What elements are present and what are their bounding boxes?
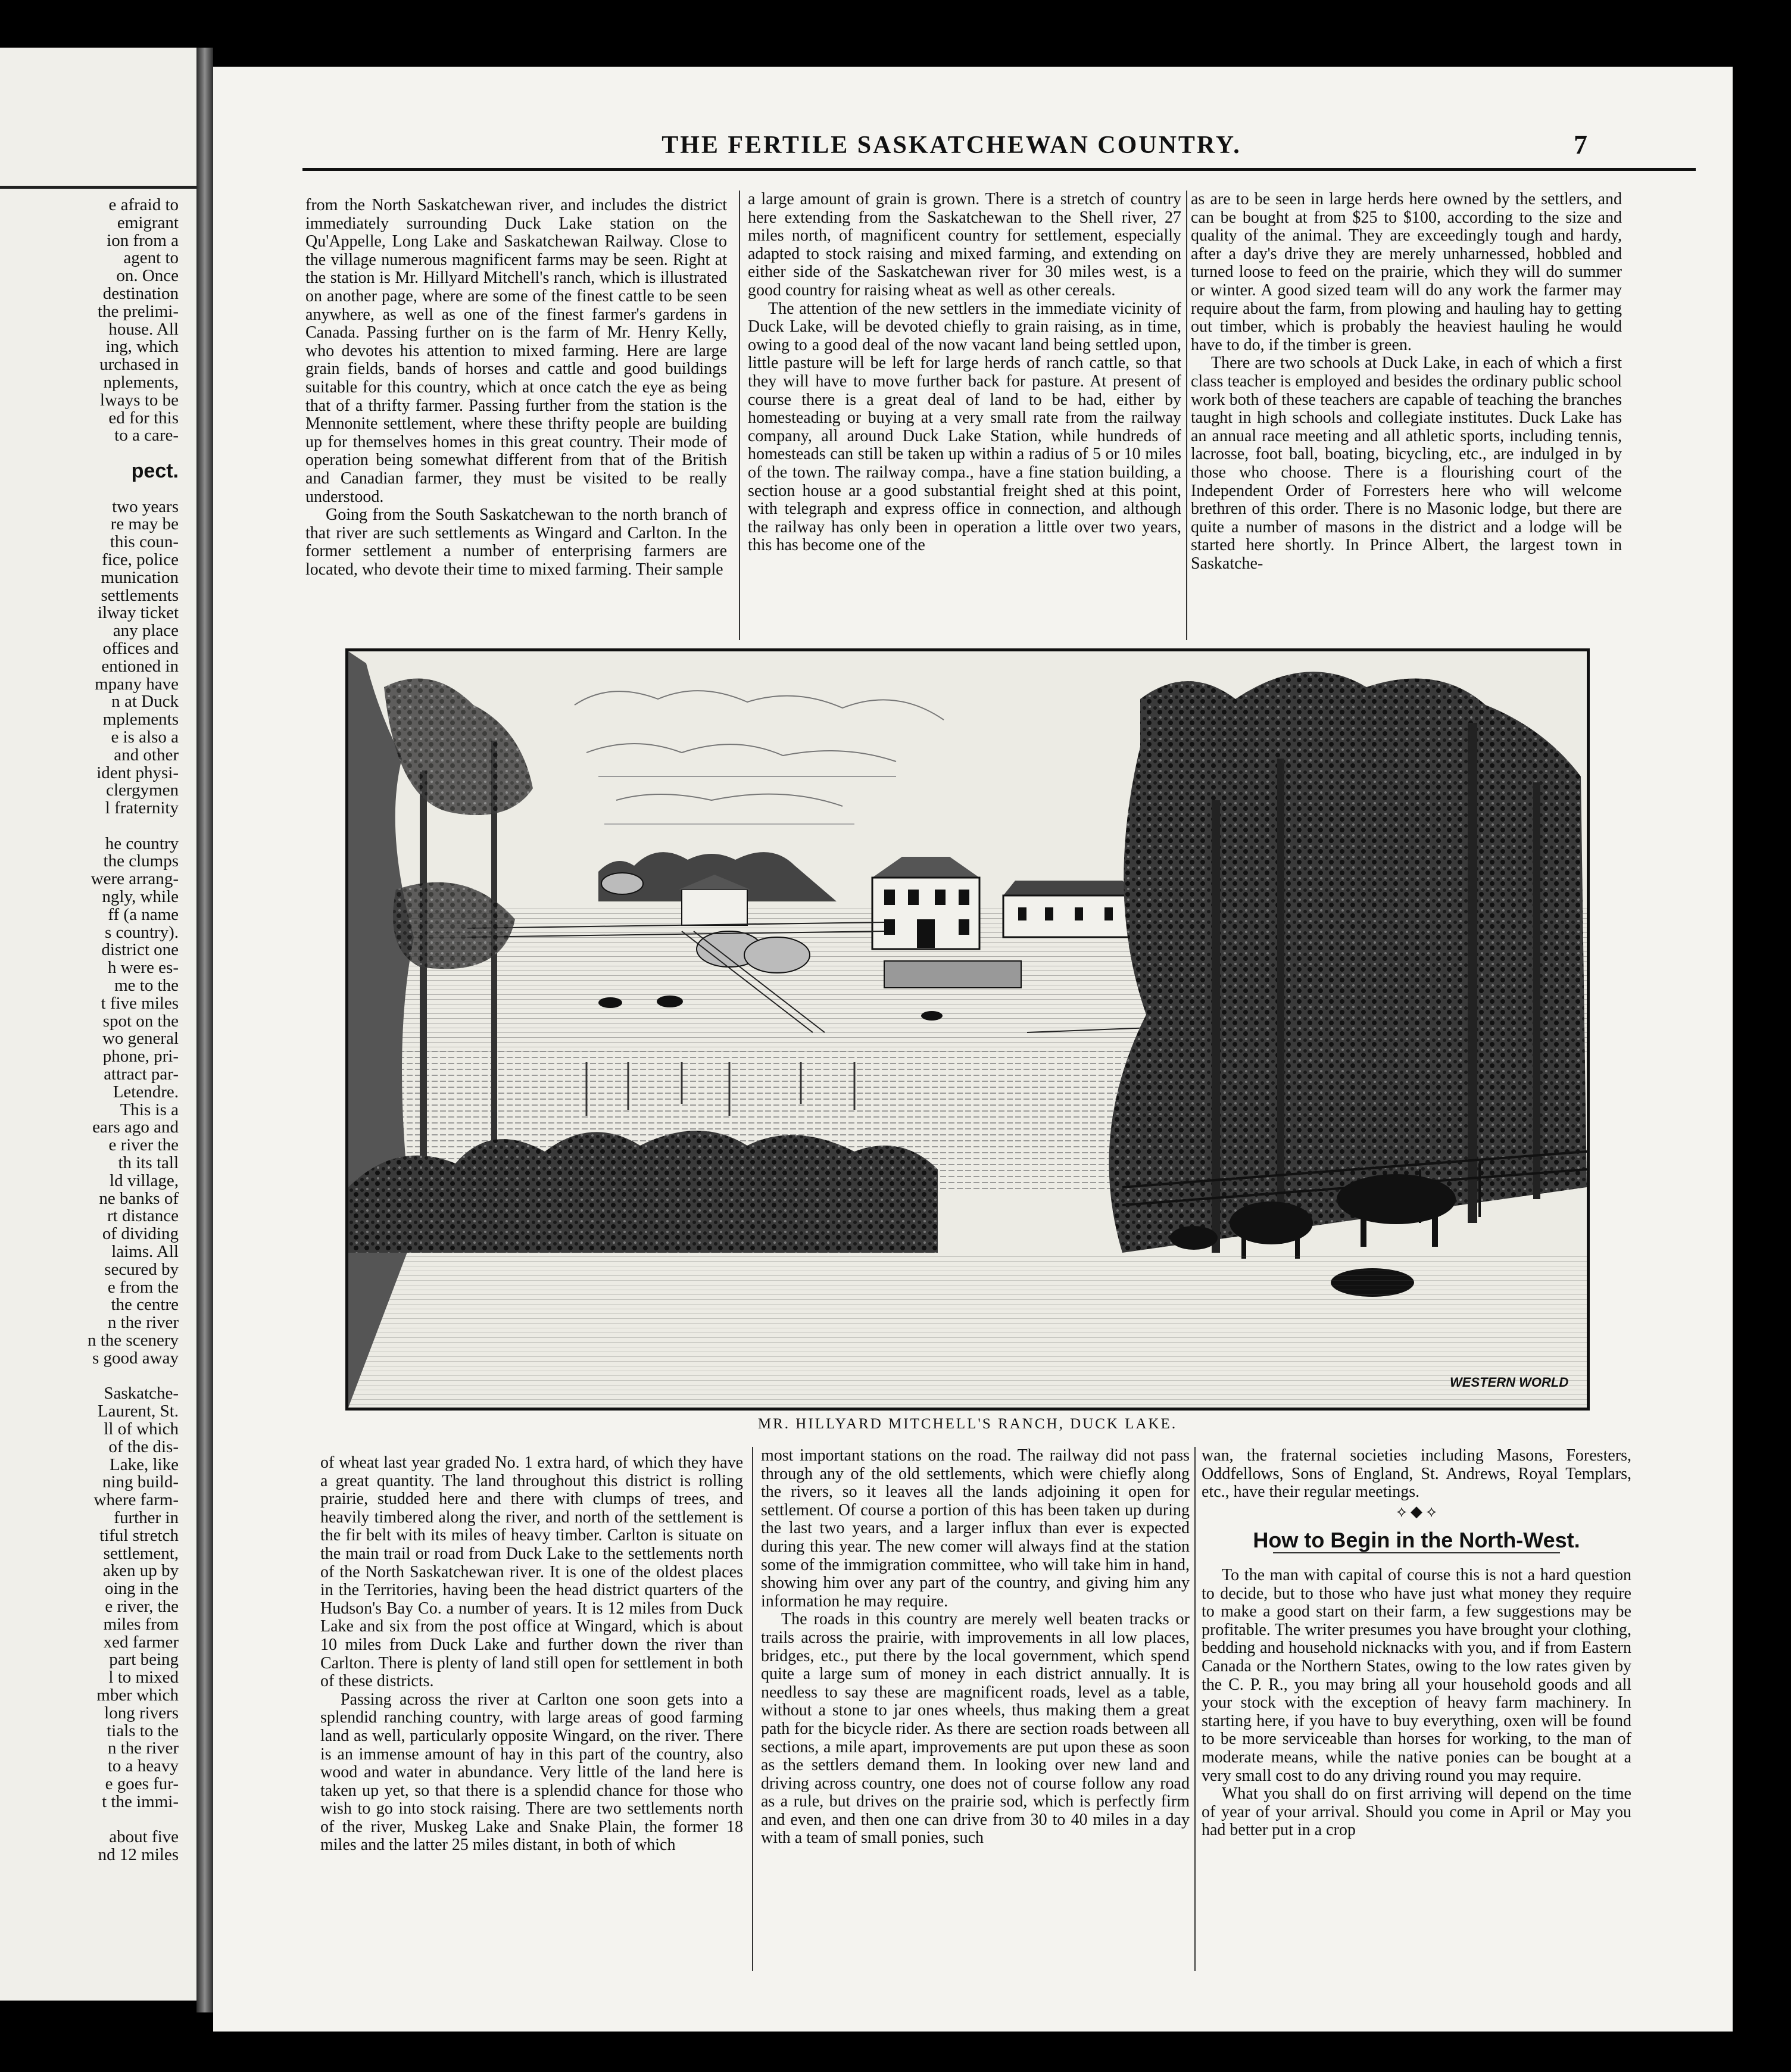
- ranch-engraving: [345, 648, 1590, 1411]
- left-page-line: miles from: [103, 1614, 179, 1634]
- left-page-rule: [0, 186, 196, 189]
- left-page-line: urchased in: [99, 355, 179, 375]
- left-page-line: tials to the: [107, 1721, 179, 1740]
- paragraph: Going from the South Saskatchewan to the north branch of that river are such settlements as Wingard and Carlton. In the former settlement a number of enterprising farmers are located, who devote their time to mixed farming. Their sample: [305, 505, 727, 579]
- right-trees: [1109, 672, 1587, 1253]
- left-page-line: h were es-: [107, 958, 179, 978]
- left-page-line: mplements: [102, 710, 179, 729]
- left-page-line: Laurent, St.: [97, 1402, 179, 1421]
- left-page-line: me to the: [114, 976, 179, 996]
- left-page-line: [0, 1811, 179, 1829]
- left-page-line: l fraternity: [105, 798, 179, 818]
- left-page-line: e is also a: [111, 727, 179, 747]
- left-page-line: Letendre.: [113, 1082, 179, 1101]
- left-page-line: clergymen: [106, 781, 179, 800]
- lower-column-1: [320, 1454, 743, 1855]
- left-page-line: ning build-: [102, 1472, 179, 1492]
- left-page-line: long rivers: [104, 1703, 179, 1722]
- left-page-line: to a care-: [114, 426, 179, 445]
- left-page-line: e river the: [108, 1135, 179, 1155]
- left-page-line: about five: [109, 1827, 179, 1847]
- left-page-line: on. Once: [116, 266, 179, 286]
- paragraph: The roads in this country are merely well beaten tracks or trails across the prairie, with improvements in all low places, bridges, etc., put there by the local government, which spend quite a large sum of money in each district annually. It is needless to say these are magnificent roads, level as a table, without a stone to jar ones wheels, thus making them a great path for the bicycle rider. As there are section roads between all sections, a mile apart, improvements are put upon these as soon as the settlers demand them. In looking over new land and driving across country, one does not of course follow any road as a rule, but drives on the prairie sod, which is perfectly firm and even, and then one can drive from 30 to 40 miles in a day with a team of small ponies, such: [761, 1610, 1190, 1848]
- left-page-line: rt distance: [107, 1206, 179, 1226]
- left-page-line: e afraid to: [108, 196, 179, 214]
- left-page-line: th its tall: [118, 1153, 179, 1173]
- left-page-line: mber which: [96, 1685, 179, 1705]
- left-page-line: ilway ticket: [97, 603, 179, 623]
- left-page-line: laims. All: [111, 1242, 179, 1262]
- paragraph: There are two schools at Duck Lake, in each of which a first class teacher is employed and besides the ordinary public school work both of these teachers are capable of teaching the branches taught in high schools and collegiate institutes. Duck Lake has an annual race meeting and all athletic sports, including tennis, lacrosse, foot ball, boating, bicycling, etc., are indulged in by those who choose. There is a flourishing court of the Independent Order of Forresters here who will welcome brethren of this order. There is no Masonic lodge, but there are quite a number of masons in the district and a lodge will be started here shortly. In Prince Albert, the largest town in Saskatche-: [1191, 354, 1622, 573]
- left-page-line: lways to be: [99, 390, 179, 410]
- column-divider: [739, 191, 740, 640]
- left-page-line: e from the: [107, 1277, 179, 1297]
- left-page-line: settlements: [101, 585, 179, 605]
- left-page-line: emigrant: [117, 213, 179, 232]
- left-page-line: phone, pri-: [102, 1047, 179, 1066]
- left-page-line: [0, 1368, 179, 1386]
- left-page-line: e goes fur-: [105, 1774, 179, 1793]
- left-page-line: settlement,: [103, 1543, 179, 1563]
- page-number: 7: [1574, 129, 1587, 160]
- left-page-line: further in: [114, 1508, 179, 1527]
- left-page-line: agent to: [123, 248, 179, 268]
- illustration-caption: MR. HILLYARD MITCHELL'S RANCH, DUCK LAKE.: [757, 1416, 1178, 1432]
- left-page-line: of the dis-: [108, 1437, 179, 1456]
- left-page-line: nd 12 miles: [98, 1845, 179, 1864]
- left-page-line: s country).: [104, 922, 179, 942]
- paragraph: from the North Saskatchewan river, and includes the district immediately surrounding Duck Lake station on the Qu'Appelle, Long Lake and Saskatchewan Railway. Close to the village numerous magnificent farms may be seen. Right at the station is Mr. Hillyard Mitchell's ranch, which is illustrated on another page, where are some of the finest cattle to be seen anywhere, as well as one of the finest farmer's gardens in Canada. Passing further on is the farm of Mr. Henry Kelly, who devotes his attention to mixed farming. Here are large grain fields, bands of horses and cattle and good buildings suitable for this country, which at once catch the eye as being that of a thrifty farmer. Passing further from the station is the Mennonite settlement, where these thrifty people are building up for themselves homes in this great country. Their mode of operation being somewhat different from that of the British and Canadian farmer, they must be visited to be really understood.: [305, 196, 727, 506]
- lower-column-2: [761, 1447, 1190, 1848]
- left-page-line: mpany have: [95, 674, 179, 694]
- section-heading: How to Begin in the North-West.: [1253, 1528, 1580, 1553]
- left-page-line: house. All: [108, 319, 179, 339]
- left-page-line: s good away: [92, 1348, 179, 1368]
- left-page-line: t the immi-: [102, 1792, 179, 1811]
- left-page-line: re may be: [110, 514, 179, 534]
- left-page-line: pect.: [131, 459, 179, 482]
- left-page-line: tiful stretch: [99, 1525, 179, 1545]
- left-page-line: and other: [114, 745, 179, 764]
- left-page-line: Saskatche-: [104, 1384, 179, 1403]
- left-page-line: ears ago and: [92, 1118, 179, 1137]
- upper-column-3: [1191, 191, 1622, 573]
- left-page-text: [0, 196, 179, 1864]
- left-page-line: this coun-: [110, 532, 179, 552]
- left-page-line: the centre: [111, 1295, 179, 1315]
- left-page-line: wo general: [102, 1029, 179, 1049]
- farm-building: [1003, 881, 1140, 937]
- left-page-line: offices and: [102, 638, 179, 658]
- running-head: THE FERTILE SASKATCHEWAN COUNTRY.: [662, 132, 1241, 159]
- left-page-line: munication: [101, 567, 179, 587]
- left-page-line: xed farmer: [103, 1632, 179, 1652]
- paragraph: as are to be seen in large herds here owned by the settlers, and can be bought at from $25 to $100, according to the size and quality of the animal. They are exceedingly tough and hardy, after a day's drive they are merely unharnessed, hobbled and turned loose to feed on the prairie, which they will do summer or winter. A good sized team will do any work the farmer may require about the farm, from plowing and hauling hay to getting out timber, which is probably the heaviest hauling he would have to do, if the timber is green.: [1191, 190, 1622, 354]
- left-page-line: entioned in: [101, 656, 179, 676]
- left-page-line: he country: [105, 834, 179, 853]
- left-page-line: l to mixed: [108, 1668, 179, 1687]
- paragraph: To the man with capital of course this is not a hard question to decide, but to those who have just what money they require to make a good start on their farm, a few suggestions may be profitable. The writer presumes you have brought your clothing, bedding and household nicknacks with you, and if from Eastern Canada or the Northern States, owing to the low rates given by the C. P. R., you may bring all your household goods and all your stock with the exception of heavy farm machinery. In starting here, if you have to buy everything, oxen will be found to be more serviceable than horses for working, to the man of moderate means, while the native ponies can be bought at a very small cost to do any driving round you may require.: [1202, 1565, 1631, 1785]
- book-gutter: [196, 48, 213, 2012]
- left-page-line: the prelimi-: [97, 301, 179, 321]
- left-page-line: two years: [112, 497, 179, 516]
- column-divider: [752, 1447, 753, 1971]
- left-page-line: [0, 480, 179, 498]
- column-divider: [1186, 191, 1187, 640]
- paragraph: Passing across the river at Carlton one soon gets into a splendid ranching country, with large areas of good farming land as well, particularly opposite Wingard, on the river. There is an immense amount of hay in this part of the country, also wood and water in abundance. Very little of the land here is taken up yet, so that there is a splendid chance for those who wish to go into stock raising. There are two settlements north of the river, Muskeg Lake and Snake Plain, the former 18 miles and the latter 25 miles distant, in both of which: [320, 1690, 743, 1855]
- left-page-line: were arrang-: [91, 869, 179, 889]
- left-page-line: the clumps: [103, 851, 179, 871]
- left-page-line: of dividing: [102, 1224, 179, 1244]
- left-page-line: ff (a name: [108, 904, 179, 924]
- left-page-line: e river, the: [105, 1596, 179, 1616]
- left-page-line: spot on the: [102, 1011, 179, 1031]
- left-page-line: [0, 817, 179, 835]
- left-page-line: n the scenery: [88, 1331, 179, 1350]
- paragraph: What you shall do on first arriving will depend on the time of year of your arrival. Should you come in April or May you had better put in a crop: [1202, 1784, 1631, 1840]
- left-page-line: secured by: [104, 1259, 179, 1279]
- main-house: [872, 857, 979, 949]
- left-page-line: n at Duck: [111, 692, 179, 712]
- left-page-line: t five miles: [101, 993, 179, 1013]
- newspaper-page: [213, 67, 1733, 2032]
- left-page-line: oing in the: [104, 1579, 179, 1599]
- left-page-line: n the river: [107, 1313, 179, 1333]
- left-page-fragment: [0, 48, 196, 2001]
- engraver-signature: WESTERN WORLD: [1450, 1375, 1569, 1390]
- upper-column-1: [305, 196, 727, 579]
- left-page-line: district one: [101, 940, 179, 960]
- left-page-line: nplements,: [103, 372, 179, 392]
- left-page-line: attract par-: [104, 1065, 179, 1084]
- lower-column-3: [1202, 1447, 1631, 1840]
- upper-column-2: [748, 191, 1181, 555]
- left-page-line: part being: [109, 1650, 179, 1670]
- left-page-line: fice, police: [102, 550, 179, 569]
- paragraph: The attention of the new settlers in the immediate vicinity of Duck Lake, will be devoted chiefly to grain raising, as in time, owing to a good deal of the now vacant land being settled upon, little pasture will be left for large herds of ranch cattle, so that they will have to move further back for pasture. At present of course there is a great deal of land to be had, either by homesteading or buying at a very small rate from the railway company, all around Duck Lake Station, while hundreds of homesteads can still be taken up within a radius of 5 or 10 miles of the town. The railway compa., have a fine station building, a section house ar a good substantial freight shed at this point, with telegraph and express office in connection, and although the railway has only been in operation a little over two years, this has become one of the: [748, 299, 1181, 555]
- left-page-line: ion from a: [107, 230, 179, 250]
- left-page-line: ing, which: [105, 337, 179, 357]
- left-page-line: ngly, while: [102, 887, 179, 907]
- left-page-line: ll of which: [104, 1419, 179, 1438]
- heading-rule: [1273, 1552, 1560, 1553]
- column-divider: [1194, 1447, 1196, 1971]
- paragraph: a large amount of grain is grown. There is a stretch of country here extending from the Saskatchewan to the Shell river, 27 miles north, of magnificent country for settlement, especially adapted to stock raising and mixed farming, and extending on either side of the Saskatchewan river for 30 miles west, is a good country for raising wheat as well as other cereals.: [748, 190, 1181, 299]
- left-page-line: n the river: [107, 1739, 179, 1758]
- left-page-line: Lake, like: [110, 1455, 179, 1474]
- paragraph: wan, the fraternal societies including Masons, Foresters, Oddfellows, Sons of England, St. Andrews, Royal Templars, etc., have their regular meetings.: [1202, 1446, 1631, 1502]
- section-ornament: ⟡ ◆ ⟡: [1396, 1502, 1437, 1520]
- paragraph: of wheat last year graded No. 1 extra hard, of which they have a great quantity. The land throughout this district is rolling prairie, studded here and there with clumps of trees, and heavily timbered along the river, and north of the settlement is the fir belt with its miles of heavy timber. Carlton is situate on the main trail or road from Duck Lake to the settlements north of the North Saskatchewan river. It is one of the oldest places in the Territories, having been the head district quarters of the Hudson's Bay Co. a number of years. It is 12 miles from Duck Lake and six from the post office at Wingard, which is about 10 miles from Duck Lake and further down the river than Carlton. There is plenty of land still open for settlement in both of these districts.: [320, 1453, 743, 1691]
- left-page-line: any place: [113, 621, 179, 641]
- left-page-line: to a heavy: [107, 1756, 179, 1776]
- left-page-line: ne banks of: [99, 1188, 179, 1208]
- left-page-line: aken up by: [102, 1561, 179, 1581]
- left-page-line: ed for this: [108, 408, 179, 427]
- left-page-line: destination: [102, 283, 179, 303]
- left-page-line: ld village,: [110, 1171, 179, 1190]
- left-page-line: This is a: [120, 1100, 179, 1119]
- paragraph: most important stations on the road. The railway did not pass through any of the old settlements, which were chiefly along the rivers, so it leaves all the lands adjoining it open for settlement. Of course a portion of this has been taken up during the last two years, and a larger influx than ever is expected during this year. The new comer will always find at the station some of the immigration committee, who will take him in hand, showing him over any part of the country, and giving him any information he may require.: [761, 1446, 1190, 1611]
- header-rule: [302, 168, 1696, 171]
- left-page-line: ident physi-: [96, 763, 179, 782]
- left-page-line: where farm-: [93, 1490, 179, 1510]
